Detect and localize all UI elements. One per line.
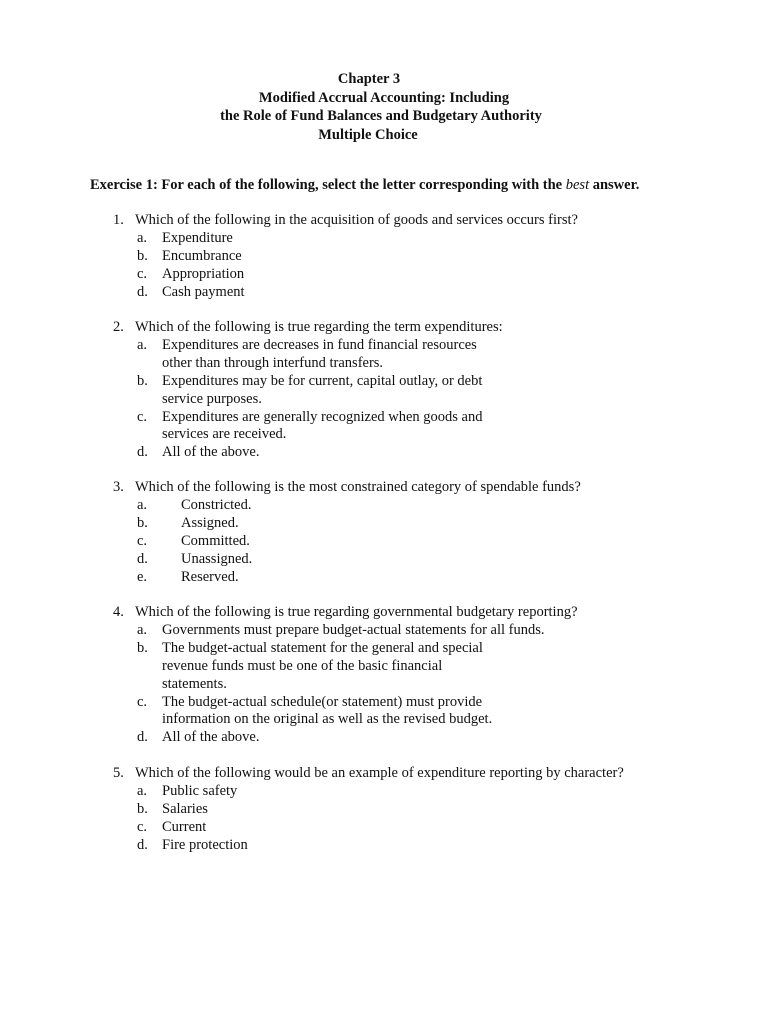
question-2 bbox=[113, 319, 673, 462]
option-b bbox=[113, 801, 673, 819]
option-d bbox=[113, 837, 673, 855]
question-number: 3. bbox=[113, 479, 124, 495]
question-text: Which of the following in the acquisition of goods and services occurs first? bbox=[135, 212, 578, 228]
option-c bbox=[113, 266, 673, 284]
option-c bbox=[113, 409, 673, 445]
option-d bbox=[113, 729, 673, 747]
question-stem bbox=[113, 319, 673, 337]
question-number: 4. bbox=[113, 604, 124, 620]
title-line-1: Modified Accrual Accounting: Including bbox=[258, 89, 510, 106]
question-number: 5. bbox=[113, 765, 124, 781]
question-1 bbox=[113, 212, 673, 302]
option-letter: c. bbox=[137, 532, 148, 549]
option-d bbox=[113, 551, 673, 569]
option-c bbox=[113, 694, 673, 730]
option-text: Governments must prepare budget-actual statements for all funds. bbox=[162, 621, 545, 638]
question-text: Which of the following is true regarding the term expenditures: bbox=[135, 319, 503, 335]
question-3 bbox=[113, 479, 673, 586]
option-letter: a. bbox=[137, 621, 148, 638]
option-letter: c. bbox=[137, 265, 148, 282]
question-number: 1. bbox=[113, 212, 124, 228]
question-5 bbox=[113, 765, 673, 855]
option-letter: a. bbox=[137, 496, 148, 513]
option-text-line-2: other than through interfund transfers. bbox=[162, 354, 384, 371]
option-text-line-3: statements. bbox=[162, 675, 227, 692]
option-b bbox=[113, 640, 673, 694]
option-text: Expenditure bbox=[162, 229, 233, 246]
option-text: Cash payment bbox=[162, 283, 245, 300]
option-a bbox=[113, 230, 673, 248]
option-letter: a. bbox=[137, 229, 148, 246]
option-e bbox=[113, 569, 673, 587]
document-header bbox=[0, 70, 768, 144]
option-text-line-2: service purposes. bbox=[162, 390, 262, 407]
question-text: Which of the following would be an example of expenditure reporting by character? bbox=[135, 765, 624, 781]
question-stem bbox=[113, 479, 673, 497]
option-text-line-1: The budget-actual statement for the general and special bbox=[162, 639, 483, 656]
subtitle: Multiple Choice bbox=[318, 126, 418, 143]
option-d bbox=[113, 444, 673, 462]
option-b bbox=[113, 373, 673, 409]
title-line-2: the Role of Fund Balances and Budgetary Authority bbox=[220, 108, 542, 124]
option-text: Fire protection bbox=[162, 836, 248, 853]
exercise-instructions bbox=[90, 177, 639, 194]
option-text: Encumbrance bbox=[162, 247, 242, 264]
option-letter: c. bbox=[137, 408, 148, 425]
question-4 bbox=[113, 604, 673, 747]
option-text-line-1: Expenditures are decreases in fund financial resources bbox=[162, 336, 477, 353]
option-d bbox=[113, 284, 673, 302]
option-letter: b. bbox=[137, 372, 148, 389]
option-text: Current bbox=[162, 818, 207, 835]
question-text: Which of the following is the most constrained category of spendable funds? bbox=[135, 479, 581, 495]
option-letter: b. bbox=[137, 800, 148, 817]
option-a bbox=[113, 497, 673, 515]
option-letter: d. bbox=[137, 729, 148, 746]
option-text: Constricted. bbox=[181, 496, 252, 513]
option-text-line-2: information on the original as well as the revised budget. bbox=[162, 711, 493, 728]
option-c bbox=[113, 533, 673, 551]
option-a bbox=[113, 783, 673, 801]
option-text: Unassigned. bbox=[181, 550, 253, 567]
option-text-line-1: Expenditures are generally recognized when goods and bbox=[162, 408, 483, 425]
chapter-label: Chapter 3 bbox=[337, 71, 401, 87]
option-c bbox=[113, 819, 673, 837]
question-stem bbox=[113, 212, 673, 230]
option-text-line-2: revenue funds must be one of the basic financial bbox=[162, 657, 443, 674]
option-letter: d. bbox=[137, 550, 148, 567]
option-text: All of the above. bbox=[162, 444, 260, 461]
option-letter: b. bbox=[137, 247, 148, 264]
question-stem bbox=[113, 604, 673, 622]
option-a bbox=[113, 622, 673, 640]
option-text: Assigned. bbox=[181, 514, 239, 531]
option-letter: e. bbox=[137, 568, 148, 585]
option-b bbox=[113, 515, 673, 533]
option-letter: d. bbox=[137, 444, 148, 461]
option-text: Salaries bbox=[162, 800, 208, 817]
option-letter: a. bbox=[137, 782, 148, 799]
option-letter: a. bbox=[137, 336, 148, 353]
question-text: Which of the following is true regarding governmental budgetary reporting? bbox=[135, 604, 578, 620]
option-text: Appropriation bbox=[162, 265, 245, 282]
option-text-line-1: The budget-actual schedule(or statement) must provide bbox=[162, 693, 483, 710]
option-a bbox=[113, 337, 673, 373]
option-b bbox=[113, 248, 673, 266]
option-text: Reserved. bbox=[181, 568, 239, 585]
option-text-line-2: services are received. bbox=[162, 426, 287, 443]
option-text: All of the above. bbox=[162, 729, 260, 746]
exercise-suffix: answer. bbox=[589, 177, 640, 193]
exercise-emphasis: best bbox=[565, 177, 590, 193]
option-text: Committed. bbox=[181, 532, 250, 549]
exercise-prefix: Exercise 1: For each of the following, select the letter corresponding with the bbox=[90, 177, 566, 193]
question-number: 2. bbox=[113, 319, 124, 335]
option-text-line-1: Expenditures may be for current, capital outlay, or debt bbox=[162, 372, 483, 389]
question-stem bbox=[113, 765, 673, 783]
option-letter: c. bbox=[137, 818, 148, 835]
option-letter: b. bbox=[137, 639, 148, 656]
option-letter: d. bbox=[137, 836, 148, 853]
option-letter: b. bbox=[137, 514, 148, 531]
option-letter: d. bbox=[137, 283, 148, 300]
option-text: Public safety bbox=[162, 782, 238, 799]
option-letter: c. bbox=[137, 693, 148, 710]
